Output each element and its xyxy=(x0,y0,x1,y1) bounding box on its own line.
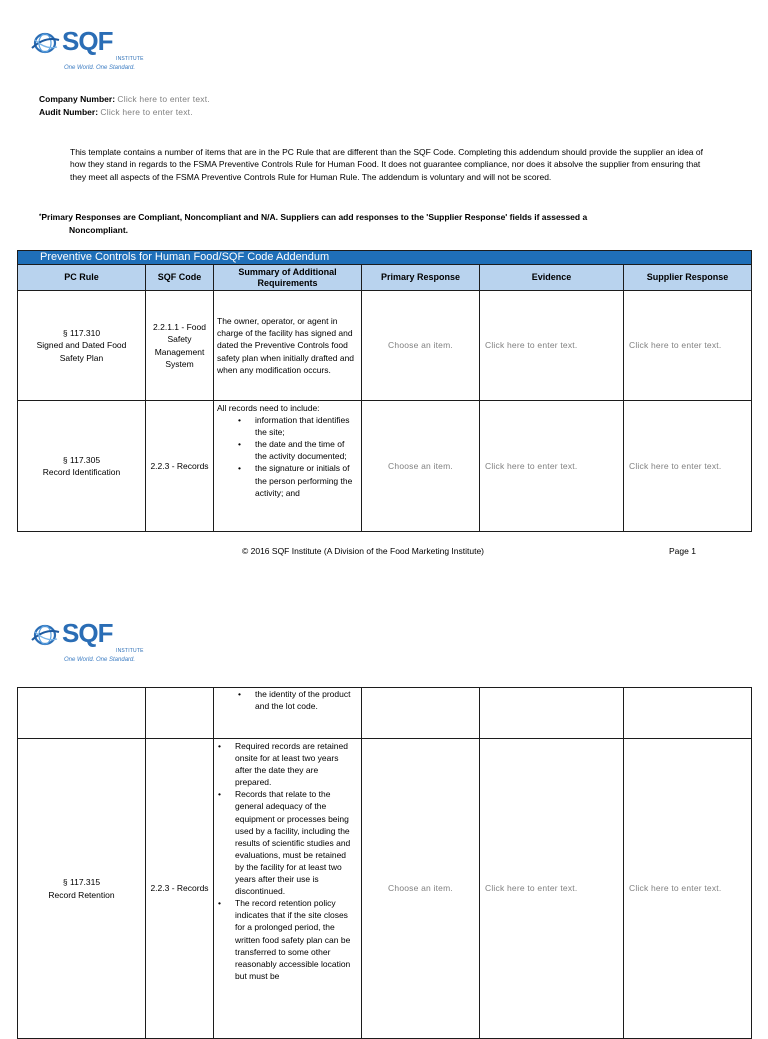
logo-tagline: One World. One Standard. xyxy=(64,657,136,663)
intro-paragraph: This template contains a number of items that are in the PC Rule that are different than the SQF Code. Completing this addendum should provide the supplier an idea of how they stand in regards to the FSMA Preventive Controls Rule for Human Food. It does not guarantee compliance, nor does it absolve the supplier from ensuring that they meet all aspects of the FSMA Preventive Controls Rule for Human Rule. The addendum is voluntary and will not be scored. xyxy=(70,147,703,182)
pc-rule-number: § 117.305 xyxy=(62,454,101,465)
table-row xyxy=(18,688,752,739)
primary-responses-note xyxy=(39,211,679,236)
evidence-cell xyxy=(480,688,624,739)
list-item: • Required records are retained onsite for at least two years after the date they are prepared. xyxy=(235,740,354,788)
evidence-field[interactable]: Click here to enter text. xyxy=(480,739,624,1039)
evidence-field[interactable]: Click here to enter text. xyxy=(480,291,624,401)
pc-rule-cell xyxy=(18,739,146,1039)
logo-text: SQF xyxy=(62,618,113,648)
summary-cell xyxy=(214,401,362,532)
sqf-logo xyxy=(30,618,144,663)
summary-cell xyxy=(214,688,362,739)
sqf-code-cell: 2.2.3 - Records xyxy=(146,739,214,1039)
pc-rule-title: Record Retention xyxy=(48,889,115,900)
logo-institute: INSTITUTE xyxy=(116,56,144,62)
audit-number-field[interactable]: Click here to enter text. xyxy=(100,107,193,117)
evidence-field[interactable]: Click here to enter text. xyxy=(480,401,624,532)
primary-response-cell xyxy=(362,688,480,739)
addendum-table-continued xyxy=(17,687,752,1039)
logo-institute: INSTITUTE xyxy=(116,648,144,654)
table-banner: Preventive Controls for Human Food/SQF Code Addendum xyxy=(18,251,752,265)
supplier-response-cell xyxy=(624,688,752,739)
globe-swoosh-icon xyxy=(30,28,60,58)
list-item: • the date and the time of the activity documented; xyxy=(255,438,356,462)
sqf-logo xyxy=(30,26,144,71)
sqf-code-cell: 2.2.1.1 - Food Safety Management System xyxy=(146,291,214,401)
pc-rule-title: Signed and Dated Food Safety Plan xyxy=(36,340,127,363)
sqf-code-cell xyxy=(146,688,214,739)
table-row xyxy=(18,739,752,1039)
list-item: • Records that relate to the general adequacy of the equipment or processes being used by a facility, including the results of scientific studies and evaluations, must be retained by the facility for at least two years after their use is discontinued. xyxy=(235,788,354,897)
footer-page-number: Page 1 xyxy=(669,546,696,556)
header-evidence: Evidence xyxy=(480,265,624,291)
addendum-table xyxy=(17,250,752,532)
header-primary-response: Primary Response xyxy=(362,265,480,291)
header-sqf-code: SQF Code xyxy=(146,265,214,291)
table-row xyxy=(18,401,752,532)
logo-text: SQF xyxy=(62,26,113,56)
globe-swoosh-icon xyxy=(30,620,60,650)
audit-number-label: Audit Number: xyxy=(39,107,99,117)
note-asterisk: * xyxy=(39,214,42,220)
summary-cell xyxy=(214,739,362,1039)
list-item: • information that identifies the site; xyxy=(255,414,356,438)
primary-response-dropdown[interactable]: Choose an item. xyxy=(362,739,480,1039)
list-item: • the identity of the product and the lot code. xyxy=(255,688,356,712)
summary-cell: The owner, operator, or agent in charge of the facility has signed and dated the Preventive Controls food safety plan when initially drafted and when any modification occurs. xyxy=(214,291,362,401)
company-number-field[interactable]: Click here to enter text. xyxy=(117,94,210,104)
header-supplier-response: Supplier Response xyxy=(624,265,752,291)
note-line-1: Primary Responses are Compliant, Noncompliant and N/A. Suppliers can add responses to the 'Supplier Response' fields if assessed a xyxy=(41,212,588,222)
logo-tagline: One World. One Standard. xyxy=(64,65,136,71)
pc-rule-title: Record Identification xyxy=(42,467,121,477)
primary-response-dropdown[interactable]: Choose an item. xyxy=(362,291,480,401)
company-number-line xyxy=(39,94,210,104)
pc-rule-cell xyxy=(18,291,146,401)
supplier-response-field[interactable]: Click here to enter text. xyxy=(624,291,752,401)
company-number-label: Company Number: xyxy=(39,94,116,104)
table-row xyxy=(18,291,752,401)
primary-response-dropdown[interactable]: Choose an item. xyxy=(362,401,480,532)
pc-rule-number: § 117.315 xyxy=(62,877,101,888)
list-item: • The record retention policy indicates that if the site closes for a prolonged period, the written food safety plan can be transferred to some other reasonably accessible location but must be xyxy=(235,897,354,982)
audit-number-line xyxy=(39,107,193,117)
note-line-2: Noncompliant. xyxy=(69,224,129,235)
pc-rule-number: § 117.310 xyxy=(62,328,101,339)
pc-rule-cell xyxy=(18,688,146,739)
header-pc-rule: PC Rule xyxy=(18,265,146,291)
list-item: • the signature or initials of the person performing the activity; and xyxy=(255,462,356,498)
sqf-code-cell: 2.2.3 - Records xyxy=(146,401,214,532)
supplier-response-field[interactable]: Click here to enter text. xyxy=(624,739,752,1039)
header-summary: Summary of Additional Requirements xyxy=(214,265,362,291)
supplier-response-field[interactable]: Click here to enter text. xyxy=(624,401,752,532)
pc-rule-cell xyxy=(18,401,146,532)
footer-copyright: © 2016 SQF Institute (A Division of the Food Marketing Institute) xyxy=(242,546,485,556)
summary-intro: All records need to include: xyxy=(217,403,320,413)
